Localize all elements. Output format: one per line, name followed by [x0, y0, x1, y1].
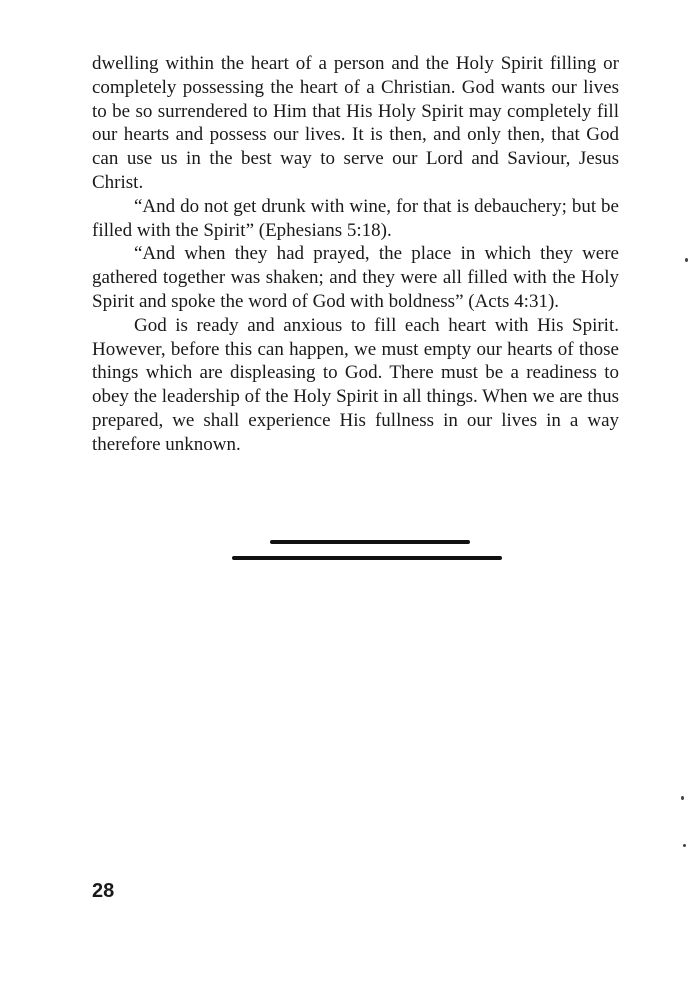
paragraph-ephesians-quote: “And do not get drunk with wine, for that is debauchery; but be filled with the Spirit” (Ephesians 5:18). [92, 195, 619, 241]
page-number: 28 [92, 880, 115, 902]
section-divider-short [270, 540, 470, 544]
scan-speck [681, 796, 684, 800]
scan-speck [685, 258, 688, 262]
paragraph-acts-quote: “And when they had prayed, the place in which they were gathered together was shaken; and they were all filled with the Holy Spirit and spoke the word of God with boldness” (Acts 4:31). [92, 243, 619, 312]
body-text [92, 52, 619, 457]
paragraph-spirit-filling: dwelling within the heart of a person and the Holy Spirit filling or completely possessing the heart of a Christian. God wants our lives to be so surrendered to Him that His Holy Spirit may completely fill our hearts and possess our lives. It is then, and only then, that God can use us in the best way to serve our Lord and Saviour, Jesus Christ. [92, 53, 619, 193]
scan-speck [683, 844, 686, 847]
paragraph-god-is-ready: God is ready and anxious to fill each heart with His Spirit. However, before this can happen, we must empty our hearts of those things which are displeasing to God. There must be a readiness to obey the leadership of the Holy Spirit in all things. When we are thus prepared, we shall experience His fullness in our lives in a way therefore unknown. [92, 314, 619, 455]
section-divider-long [232, 556, 502, 560]
